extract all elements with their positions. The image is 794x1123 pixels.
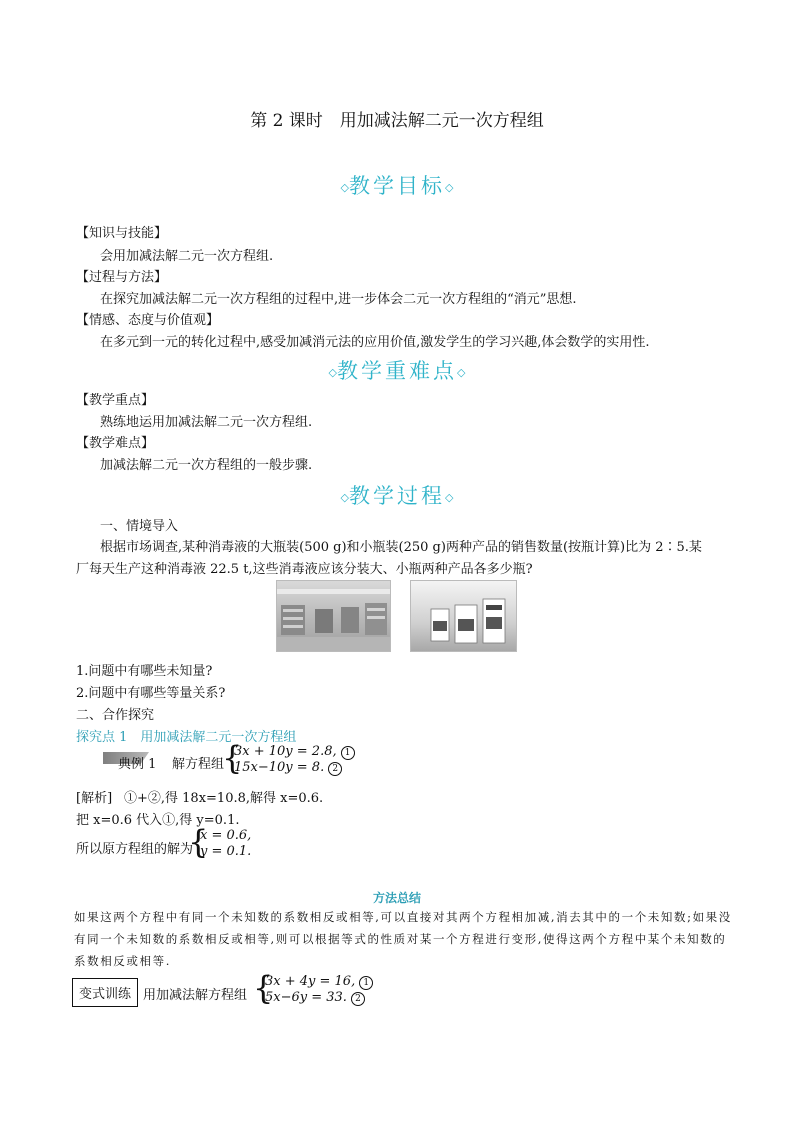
analysis-line-1: ①+②,得 18x=10.8,解得 x=0.6.	[124, 791, 324, 806]
diamond-icon: ◇	[457, 366, 466, 379]
knowledge-heading: 【知识与技能】	[76, 226, 168, 241]
method-summary-title: 方法总结	[372, 891, 421, 905]
answer-prefix: 所以原方程组的解为	[76, 842, 194, 857]
method-summary-text: 如果这两个方程中有同一个未知数的系数相反或相等,可以直接对其两个方程相加减,消去其中的一个未知数;如果没有同一个未知数的系数相反或相等,则可以根据等式的性质对某一个方程进行变形,使得这两个方程中某个未知数的系数相反或相等.	[74, 910, 732, 968]
answer-equation-1: x = 0.6,	[200, 828, 252, 843]
section-heading-process: ◇教学过程◇	[340, 484, 454, 508]
diamond-icon: ◇	[340, 491, 349, 504]
page-title: 第 2 课时 用加减法解二元一次方程组	[250, 111, 544, 131]
diamond-icon: ◇	[340, 181, 349, 194]
answer-equation-2: y = 0.1.	[200, 844, 252, 859]
difficulty-heading: 【教学难点】	[76, 436, 155, 451]
process-method-text: 在探究加减法解二元一次方程组的过程中,进一步体会二元一次方程组的“消元”思想.	[100, 292, 577, 307]
difficulty-text: 加减法解二元一次方程组的一般步骤.	[100, 458, 313, 473]
intro-line-2: 厂每天生产这种消毒液 22.5 t,这些消毒液应该分装大、小瓶两种产品各多少瓶?	[76, 562, 533, 577]
disinfectant-bottles-image	[410, 580, 517, 652]
circled-number: 2	[351, 992, 365, 1006]
question-1: 1.问题中有哪些未知量?	[76, 664, 213, 679]
section-heading-goals: ◇教学目标◇	[340, 174, 454, 198]
intro-heading: 一、情境导入	[100, 519, 179, 534]
example-prompt: 解方程组	[172, 757, 225, 772]
example-equation-2: 15x−10y = 8. 2	[234, 760, 342, 776]
question-2: 2.问题中有哪些等量关系?	[76, 686, 226, 701]
analysis-line-2: 把 x=0.6 代入①,得 y=0.1.	[76, 813, 240, 828]
knowledge-text: 会用加减法解二元一次方程组.	[100, 249, 274, 264]
key-text: 熟练地运用加减法解二元一次方程组.	[100, 415, 313, 430]
brace-icon: {	[253, 969, 274, 1007]
brace-icon: {	[188, 823, 209, 861]
intro-line-1: 根据市场调查,某种消毒液的大瓶装(500 g)和小瓶装(250 g)两种产品的销售数量(按瓶计算)比为 2∶5.某	[100, 540, 702, 555]
emotion-text: 在多元到一元的转化过程中,感受加减消元法的应用价值,激发学生的学习兴趣,体会数学的实用性.	[100, 335, 650, 350]
key-heading: 【教学重点】	[76, 393, 155, 408]
circled-number: 1	[341, 746, 355, 760]
diamond-icon: ◇	[328, 366, 337, 379]
variant-equation-2: 5x−6y = 33. 2	[265, 990, 365, 1006]
diamond-icon: ◇	[445, 491, 454, 504]
section-heading-keypoints: ◇教学重难点◇	[328, 359, 466, 383]
analysis-label: [解析]	[76, 791, 113, 806]
supermarket-image	[276, 580, 391, 652]
explore-point-heading: 探究点 1 用加减法解二元一次方程组	[76, 730, 297, 745]
example-equation-1: 3x + 10y = 2.8, 1	[234, 744, 355, 760]
diamond-icon: ◇	[445, 181, 454, 194]
process-method-heading: 【过程与方法】	[76, 270, 168, 285]
example-label: 典例 1	[118, 757, 157, 772]
circled-number: 2	[328, 762, 342, 776]
variant-equation-1: 3x + 4y = 16, 1	[265, 974, 373, 990]
variant-training-label: 变式训练	[72, 978, 138, 1007]
brace-icon: {	[222, 739, 243, 777]
variant-prompt: 用加减法解方程组	[143, 988, 248, 1003]
circled-number: 1	[359, 976, 373, 990]
cooperation-heading: 二、合作探究	[76, 708, 155, 723]
emotion-heading: 【情感、态度与价值观】	[76, 313, 220, 328]
